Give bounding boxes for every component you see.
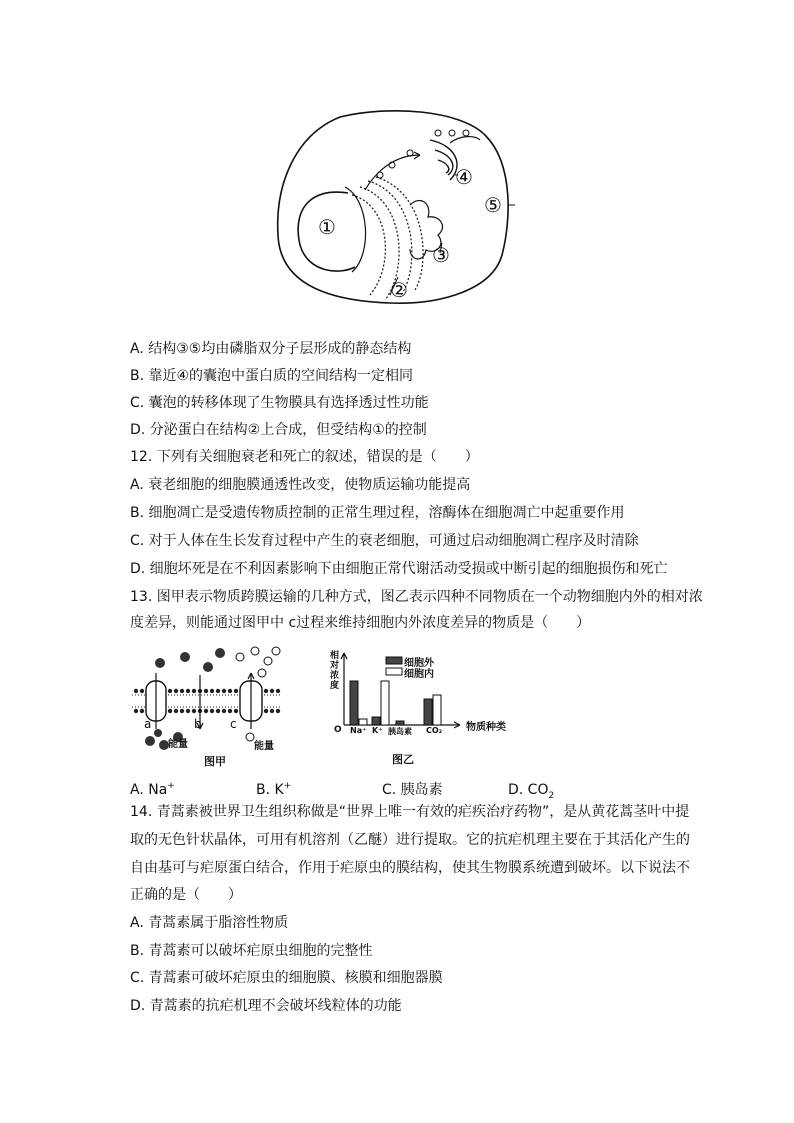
label-3: ③ (432, 243, 450, 267)
fig-a-label-b: b (194, 717, 202, 731)
label-4: ④ (455, 165, 473, 189)
q11-option-c: C. 囊泡的转移体现了生物膜具有选择透过性功能 (130, 395, 429, 411)
q12-option-b: B. 细胞凋亡是受遗传物质控制的正常生理过程，溶酶体在细胞凋亡中起重要作用 (130, 505, 625, 521)
q14-option-b: B. 青蒿素可以破坏疟原虫细胞的完整性 (130, 943, 373, 959)
fig-a-energy-2: 能量 (254, 741, 274, 752)
q12-option-d: D. 细胞坏死是在不利因素影响下由细胞正常代谢活动受损或中断引起的细胞损伤和死亡 (130, 561, 668, 577)
q12-option-a: A. 衰老细胞的细胞膜通透性改变，使物质运输功能提高 (130, 477, 471, 493)
q13-stem-line1: 13. 图甲表示物质跨膜运输的几种方式，图乙表示四种不同物质在一个动物细胞内外的相对浓 (130, 589, 703, 605)
q13-option-d: D. $CO_2$ (508, 781, 555, 801)
q12-option-c: C. 对于人体在生长发育过程中产生的衰老细胞，可通过启动细胞凋亡程序及时清除 (130, 533, 639, 549)
figure-b-chart (330, 645, 530, 770)
fig-b-tick-insulin: 胰岛素 (388, 727, 412, 736)
fig-b-xlabel: 物质种类 (466, 722, 506, 733)
fig-b-tick-na: Na⁺ (350, 726, 367, 735)
fig-b-tick-k: K⁺ (372, 726, 383, 735)
fig-a-label-c: c (230, 717, 237, 731)
label-2: ② (390, 278, 408, 302)
fig-b-tick-co2: CO₂ (426, 726, 443, 735)
q14-option-a: A. 青蒿素属于脂溶性物质 (130, 915, 289, 931)
fig-a-caption: 图甲 (204, 755, 226, 768)
q11-option-a: A. 结构③⑤均由磷脂双分子层形成的静态结构 (130, 341, 412, 357)
q14-stem-line1: 14. 青蒿素被世界卫生组织称做是“世界上唯一有效的疟疾治疗药物”，是从黄花蒿茎叶中提 (130, 804, 690, 820)
q14-option-d: D. 青蒿素的抗疟机理不会破坏线粒体的功能 (130, 998, 402, 1014)
q14-option-c: C. 青蒿素可破坏疟原虫的细胞膜、核膜和细胞器膜 (130, 970, 443, 986)
fig-b-legend-outside: 细胞外 (404, 658, 434, 669)
fig-b-origin: O (334, 725, 342, 735)
label-5: ⑤ (484, 193, 502, 217)
fig-b-legend-inside: 细胞内 (404, 669, 434, 680)
q14-stem-line2: 取的无色针状晶体，可用有机溶剂（乙醚）进行提取。它的抗疟机理主要在于其活化产生的 (130, 832, 690, 848)
label-1: ① (318, 215, 336, 239)
q12-stem: 12. 下列有关细胞衰老和死亡的叙述，错误的是（ ） (130, 449, 479, 465)
q14-stem-line4: 正确的是（ ） (130, 887, 242, 903)
q11-option-d: D. 分泌蛋白在结构②上合成，但受结构①的控制 (130, 422, 427, 438)
q14-stem-line3: 自由基可与疟原蛋白结合，作用于疟原虫的膜结构，使其生物膜系统遭到破坏。以下说法不 (130, 860, 690, 876)
fig-b-caption: 图乙 (392, 753, 414, 766)
q13-option-b: B. K+ (256, 781, 292, 798)
fig-a-energy-1: 能量 (168, 739, 188, 750)
q13-option-c: C. 胰岛素 (382, 781, 443, 798)
q11-option-b: B. 靠近④的囊泡中蛋白质的空间结构一定相同 (130, 368, 414, 384)
figure-a-membrane (130, 645, 285, 770)
fig-b-ylabel: 相对浓度 (330, 651, 340, 691)
cell-diagram (270, 105, 520, 315)
q13-option-a: A. Na+ (130, 781, 175, 798)
fig-a-label-a: a (144, 717, 152, 731)
q13-stem-line2: 度差异，则能通过图甲中 c过程来维持细胞内外浓度差异的物质是（ ） (130, 615, 591, 631)
